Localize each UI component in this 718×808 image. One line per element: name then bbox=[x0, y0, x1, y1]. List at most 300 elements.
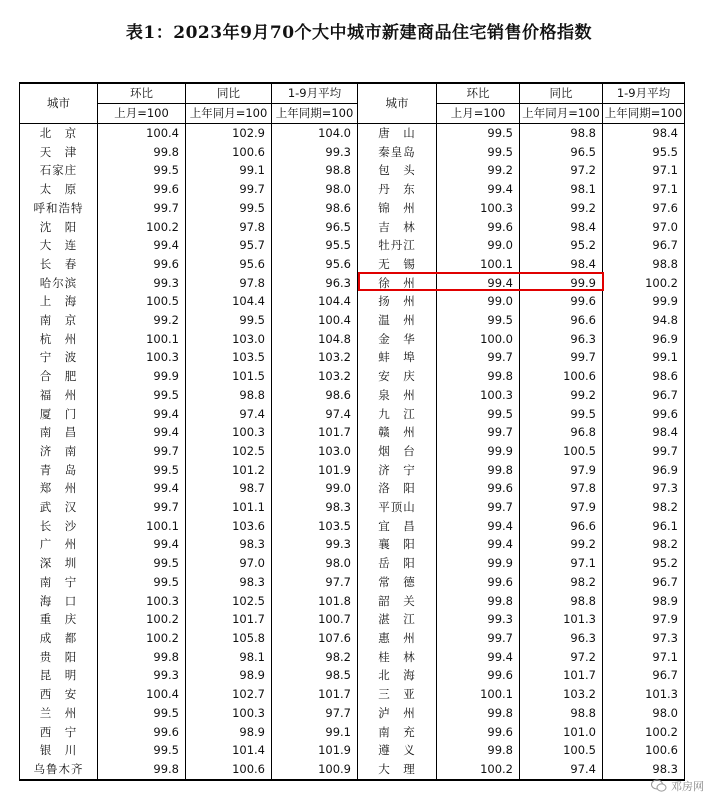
ytd-right-cell: 96.9 bbox=[603, 330, 685, 349]
ytd-left-cell: 99.3 bbox=[272, 535, 358, 554]
ytd-right-cell: 98.2 bbox=[603, 535, 685, 554]
ytd-left-cell: 100.9 bbox=[272, 760, 358, 780]
mom-right-cell: 100.3 bbox=[437, 386, 520, 405]
price-index-table bbox=[19, 82, 685, 781]
watermark-text: 邓房网 bbox=[671, 780, 704, 793]
ytd-left-cell: 100.4 bbox=[272, 311, 358, 330]
table-row bbox=[20, 723, 685, 742]
city-left-cell: 太 原 bbox=[20, 180, 98, 199]
table-row bbox=[20, 535, 685, 554]
table-row bbox=[20, 592, 685, 611]
page-title: 表1：2023年9月70个大中城市新建商品住宅销售价格指数 bbox=[125, 23, 593, 43]
ytd-right-cell: 99.7 bbox=[603, 442, 685, 461]
yoy-right-cell: 97.4 bbox=[520, 760, 603, 780]
yoy-right-cell: 101.0 bbox=[520, 723, 603, 742]
ytd-right-cell: 96.7 bbox=[603, 386, 685, 405]
ytd-left-cell: 101.9 bbox=[272, 461, 358, 480]
mom-right-cell: 99.6 bbox=[437, 479, 520, 498]
table-row bbox=[20, 124, 685, 143]
city-left-cell: 兰 州 bbox=[20, 704, 98, 723]
yoy-left-cell: 98.1 bbox=[186, 648, 272, 667]
table-row bbox=[20, 423, 685, 442]
city-right-cell: 无 锡 bbox=[358, 255, 437, 274]
ytd-right-cell: 97.0 bbox=[603, 218, 685, 237]
yoy-left-cell: 102.9 bbox=[186, 124, 272, 143]
yoy-right-cell: 98.4 bbox=[520, 255, 603, 274]
table-row bbox=[20, 236, 685, 255]
city-left-cell: 合 肥 bbox=[20, 367, 98, 386]
mom-right-cell: 99.0 bbox=[437, 236, 520, 255]
yoy-right-cell: 98.2 bbox=[520, 573, 603, 592]
mom-left-cell: 100.5 bbox=[98, 292, 186, 311]
mom-left-cell: 100.4 bbox=[98, 124, 186, 143]
city-right-cell: 常 德 bbox=[358, 573, 437, 592]
yoy-left-cell: 103.6 bbox=[186, 517, 272, 536]
yoy-right-cell: 101.7 bbox=[520, 666, 603, 685]
city-left-cell: 南 宁 bbox=[20, 573, 98, 592]
ytd-right-cell: 97.6 bbox=[603, 199, 685, 218]
ytd-left-cell: 98.5 bbox=[272, 666, 358, 685]
city-right-cell: 平顶山 bbox=[358, 498, 437, 517]
mom-left-cell: 99.5 bbox=[98, 161, 186, 180]
city-left-cell: 杭 州 bbox=[20, 330, 98, 349]
city-right-cell: 徐 州 bbox=[358, 274, 437, 293]
table-row bbox=[20, 554, 685, 573]
ytd-left-cell: 103.5 bbox=[272, 517, 358, 536]
ytd-left-cell: 101.8 bbox=[272, 592, 358, 611]
mom-right-cell: 99.7 bbox=[437, 498, 520, 517]
yoy-right-cell: 96.3 bbox=[520, 330, 603, 349]
mom-left-cell: 100.3 bbox=[98, 592, 186, 611]
yoy-left-cell: 101.4 bbox=[186, 741, 272, 760]
yoy-left-cell: 99.5 bbox=[186, 311, 272, 330]
ytd-right-cell: 96.7 bbox=[603, 666, 685, 685]
ytd-left-cell: 101.7 bbox=[272, 685, 358, 704]
wechat-icon bbox=[651, 779, 667, 793]
mom-right-cell: 100.1 bbox=[437, 255, 520, 274]
mom-left-cell: 99.2 bbox=[98, 311, 186, 330]
city-left-cell: 昆 明 bbox=[20, 666, 98, 685]
yoy-right-cell: 99.6 bbox=[520, 292, 603, 311]
mom-right-cell: 99.5 bbox=[437, 311, 520, 330]
ytd-right-cell: 98.9 bbox=[603, 592, 685, 611]
city-right-cell: 桂 林 bbox=[358, 648, 437, 667]
mom-right-cell: 99.6 bbox=[437, 573, 520, 592]
city-right-cell: 唐 山 bbox=[358, 124, 437, 143]
mom-left-cell: 99.4 bbox=[98, 236, 186, 255]
city-left-cell: 青 岛 bbox=[20, 461, 98, 480]
yoy-right-cell: 99.5 bbox=[520, 405, 603, 424]
table-row bbox=[20, 461, 685, 480]
yoy-left-cell: 101.7 bbox=[186, 610, 272, 629]
city-right-cell: 安 庆 bbox=[358, 367, 437, 386]
ytd-base-right: 上年同期=100 bbox=[603, 104, 685, 124]
yoy-right-cell: 96.8 bbox=[520, 423, 603, 442]
ytd-right-cell: 97.9 bbox=[603, 610, 685, 629]
header-row-1 bbox=[20, 83, 685, 104]
mom-right-cell: 99.4 bbox=[437, 535, 520, 554]
ytd-right-cell: 96.9 bbox=[603, 461, 685, 480]
mom-left-cell: 99.5 bbox=[98, 573, 186, 592]
ytd-right-cell: 96.7 bbox=[603, 573, 685, 592]
mom-right-cell: 99.0 bbox=[437, 292, 520, 311]
yoy-right-cell: 101.3 bbox=[520, 610, 603, 629]
city-left-cell: 重 庆 bbox=[20, 610, 98, 629]
yoy-right-cell: 98.8 bbox=[520, 124, 603, 143]
mom-right-cell: 99.3 bbox=[437, 610, 520, 629]
table-row bbox=[20, 218, 685, 237]
yoy-right-cell: 97.9 bbox=[520, 461, 603, 480]
mom-left-cell: 99.9 bbox=[98, 367, 186, 386]
ytd-left-cell: 101.9 bbox=[272, 741, 358, 760]
ytd-left-cell: 99.3 bbox=[272, 143, 358, 162]
city-left-cell: 乌鲁木齐 bbox=[20, 760, 98, 780]
ytd-right-cell: 99.9 bbox=[603, 292, 685, 311]
mom-base-left: 上月=100 bbox=[98, 104, 186, 124]
mom-right-cell: 100.2 bbox=[437, 760, 520, 780]
city-left-cell: 武 汉 bbox=[20, 498, 98, 517]
yoy-left-cell: 95.6 bbox=[186, 255, 272, 274]
mom-left-cell: 99.7 bbox=[98, 442, 186, 461]
mom-left-cell: 99.4 bbox=[98, 405, 186, 424]
table-row bbox=[20, 517, 685, 536]
mom-left-cell: 99.5 bbox=[98, 554, 186, 573]
mom-right-cell: 99.7 bbox=[437, 423, 520, 442]
yoy-left-cell: 101.2 bbox=[186, 461, 272, 480]
city-right-cell: 宜 昌 bbox=[358, 517, 437, 536]
yoy-left-cell: 95.7 bbox=[186, 236, 272, 255]
ytd-left-cell: 97.7 bbox=[272, 573, 358, 592]
ytd-right-cell: 98.4 bbox=[603, 423, 685, 442]
mom-left-cell: 99.5 bbox=[98, 386, 186, 405]
city-right-cell: 包 头 bbox=[358, 161, 437, 180]
city-left-cell: 成 都 bbox=[20, 629, 98, 648]
ytd-left-cell: 104.8 bbox=[272, 330, 358, 349]
ytd-left-cell: 98.8 bbox=[272, 161, 358, 180]
ytd-left-cell: 100.7 bbox=[272, 610, 358, 629]
table-row bbox=[20, 311, 685, 330]
city-left-cell: 福 州 bbox=[20, 386, 98, 405]
mom-right-cell: 99.2 bbox=[437, 161, 520, 180]
ytd-right-cell: 96.1 bbox=[603, 517, 685, 536]
mom-left-cell: 100.2 bbox=[98, 629, 186, 648]
yoy-left-cell: 100.3 bbox=[186, 704, 272, 723]
yoy-left-cell: 97.8 bbox=[186, 218, 272, 237]
yoy-left-cell: 98.9 bbox=[186, 666, 272, 685]
table-row bbox=[20, 199, 685, 218]
yoy-left-cell: 102.5 bbox=[186, 442, 272, 461]
mom-right-cell: 100.0 bbox=[437, 330, 520, 349]
mom-left-cell: 99.8 bbox=[98, 648, 186, 667]
mom-left-cell: 99.7 bbox=[98, 199, 186, 218]
mom-header-left: 环比 bbox=[98, 83, 186, 104]
mom-right-cell: 99.8 bbox=[437, 367, 520, 386]
ytd-right-cell: 95.2 bbox=[603, 554, 685, 573]
city-left-cell: 厦 门 bbox=[20, 405, 98, 424]
city-header-right: 城市 bbox=[358, 83, 437, 124]
ytd-left-cell: 98.2 bbox=[272, 648, 358, 667]
city-right-cell: 南 充 bbox=[358, 723, 437, 742]
mom-right-cell: 99.8 bbox=[437, 461, 520, 480]
city-left-cell: 深 圳 bbox=[20, 554, 98, 573]
ytd-left-cell: 104.4 bbox=[272, 292, 358, 311]
yoy-right-cell: 98.4 bbox=[520, 218, 603, 237]
mom-right-cell: 99.8 bbox=[437, 592, 520, 611]
yoy-right-cell: 97.8 bbox=[520, 479, 603, 498]
ytd-right-cell: 100.2 bbox=[603, 274, 685, 293]
mom-left-cell: 99.5 bbox=[98, 741, 186, 760]
yoy-left-cell: 100.3 bbox=[186, 423, 272, 442]
city-left-cell: 呼和浩特 bbox=[20, 199, 98, 218]
city-right-cell: 蚌 埠 bbox=[358, 348, 437, 367]
city-right-cell: 济 宁 bbox=[358, 461, 437, 480]
city-right-cell: 九 江 bbox=[358, 405, 437, 424]
table-row bbox=[20, 442, 685, 461]
yoy-left-cell: 97.4 bbox=[186, 405, 272, 424]
mom-right-cell: 99.5 bbox=[437, 143, 520, 162]
mom-left-cell: 99.7 bbox=[98, 498, 186, 517]
ytd-left-cell: 95.5 bbox=[272, 236, 358, 255]
yoy-left-cell: 99.7 bbox=[186, 180, 272, 199]
ytd-right-cell: 95.5 bbox=[603, 143, 685, 162]
city-right-cell: 锦 州 bbox=[358, 199, 437, 218]
city-header-left: 城市 bbox=[20, 83, 98, 124]
ytd-right-cell: 100.2 bbox=[603, 723, 685, 742]
ytd-left-cell: 101.7 bbox=[272, 423, 358, 442]
yoy-right-cell: 96.3 bbox=[520, 629, 603, 648]
ytd-right-cell: 97.1 bbox=[603, 161, 685, 180]
city-left-cell: 大 连 bbox=[20, 236, 98, 255]
header-row-2 bbox=[20, 104, 685, 124]
ytd-header-left: 1-9月平均 bbox=[272, 83, 358, 104]
yoy-left-cell: 102.7 bbox=[186, 685, 272, 704]
ytd-left-cell: 103.2 bbox=[272, 367, 358, 386]
yoy-right-cell: 99.2 bbox=[520, 386, 603, 405]
table-row bbox=[20, 760, 685, 780]
ytd-base-left: 上年同期=100 bbox=[272, 104, 358, 124]
ytd-right-cell: 98.6 bbox=[603, 367, 685, 386]
city-left-cell: 上 海 bbox=[20, 292, 98, 311]
table-row bbox=[20, 648, 685, 667]
mom-left-cell: 99.3 bbox=[98, 274, 186, 293]
yoy-left-cell: 97.0 bbox=[186, 554, 272, 573]
ytd-left-cell: 96.3 bbox=[272, 274, 358, 293]
yoy-left-cell: 97.8 bbox=[186, 274, 272, 293]
yoy-left-cell: 98.7 bbox=[186, 479, 272, 498]
city-right-cell: 金 华 bbox=[358, 330, 437, 349]
yoy-right-cell: 96.6 bbox=[520, 517, 603, 536]
ytd-left-cell: 96.5 bbox=[272, 218, 358, 237]
yoy-left-cell: 99.5 bbox=[186, 199, 272, 218]
ytd-right-cell: 98.8 bbox=[603, 255, 685, 274]
yoy-right-cell: 99.7 bbox=[520, 348, 603, 367]
yoy-left-cell: 98.3 bbox=[186, 573, 272, 592]
city-right-cell: 泸 州 bbox=[358, 704, 437, 723]
ytd-right-cell: 97.3 bbox=[603, 479, 685, 498]
yoy-base-left: 上年同月=100 bbox=[186, 104, 272, 124]
ytd-left-cell: 98.6 bbox=[272, 386, 358, 405]
mom-left-cell: 99.5 bbox=[98, 704, 186, 723]
table-row bbox=[20, 741, 685, 760]
city-right-cell: 韶 关 bbox=[358, 592, 437, 611]
city-right-cell: 温 州 bbox=[358, 311, 437, 330]
ytd-header-right: 1-9月平均 bbox=[603, 83, 685, 104]
mom-left-cell: 100.2 bbox=[98, 610, 186, 629]
city-right-cell: 丹 东 bbox=[358, 180, 437, 199]
ytd-left-cell: 103.2 bbox=[272, 348, 358, 367]
ytd-right-cell: 98.3 bbox=[603, 760, 685, 780]
ytd-left-cell: 99.1 bbox=[272, 723, 358, 742]
yoy-left-cell: 100.6 bbox=[186, 760, 272, 780]
yoy-left-cell: 100.6 bbox=[186, 143, 272, 162]
table-row bbox=[20, 704, 685, 723]
city-right-cell: 惠 州 bbox=[358, 629, 437, 648]
ytd-right-cell: 98.0 bbox=[603, 704, 685, 723]
mom-header-right: 环比 bbox=[437, 83, 520, 104]
city-left-cell: 长 春 bbox=[20, 255, 98, 274]
yoy-right-cell: 98.8 bbox=[520, 704, 603, 723]
table-row bbox=[20, 348, 685, 367]
table-row bbox=[20, 161, 685, 180]
yoy-left-cell: 103.0 bbox=[186, 330, 272, 349]
table-row bbox=[20, 143, 685, 162]
city-left-cell: 郑 州 bbox=[20, 479, 98, 498]
ytd-left-cell: 98.3 bbox=[272, 498, 358, 517]
mom-left-cell: 100.1 bbox=[98, 330, 186, 349]
city-right-cell: 洛 阳 bbox=[358, 479, 437, 498]
city-left-cell: 北 京 bbox=[20, 124, 98, 143]
city-right-cell: 北 海 bbox=[358, 666, 437, 685]
yoy-left-cell: 98.3 bbox=[186, 535, 272, 554]
city-left-cell: 石家庄 bbox=[20, 161, 98, 180]
city-right-cell: 赣 州 bbox=[358, 423, 437, 442]
mom-right-cell: 100.3 bbox=[437, 199, 520, 218]
table-row bbox=[20, 666, 685, 685]
mom-left-cell: 99.8 bbox=[98, 143, 186, 162]
ytd-left-cell: 99.0 bbox=[272, 479, 358, 498]
mom-right-cell: 99.5 bbox=[437, 405, 520, 424]
yoy-right-cell: 97.1 bbox=[520, 554, 603, 573]
table-row bbox=[20, 386, 685, 405]
table-row bbox=[20, 292, 685, 311]
city-left-cell: 南 京 bbox=[20, 311, 98, 330]
ytd-right-cell: 97.1 bbox=[603, 180, 685, 199]
ytd-left-cell: 98.6 bbox=[272, 199, 358, 218]
city-left-cell: 南 昌 bbox=[20, 423, 98, 442]
yoy-right-cell: 99.2 bbox=[520, 535, 603, 554]
mom-right-cell: 99.6 bbox=[437, 218, 520, 237]
yoy-right-cell: 98.1 bbox=[520, 180, 603, 199]
ytd-right-cell: 98.4 bbox=[603, 124, 685, 143]
city-left-cell: 天 津 bbox=[20, 143, 98, 162]
city-right-cell: 秦皇岛 bbox=[358, 143, 437, 162]
watermark bbox=[651, 778, 704, 794]
ytd-left-cell: 95.6 bbox=[272, 255, 358, 274]
city-left-cell: 长 沙 bbox=[20, 517, 98, 536]
mom-right-cell: 100.1 bbox=[437, 685, 520, 704]
mom-left-cell: 99.5 bbox=[98, 461, 186, 480]
table-row bbox=[20, 685, 685, 704]
ytd-right-cell: 101.3 bbox=[603, 685, 685, 704]
mom-left-cell: 99.3 bbox=[98, 666, 186, 685]
city-right-cell: 泉 州 bbox=[358, 386, 437, 405]
table-row bbox=[20, 498, 685, 517]
city-right-cell: 湛 江 bbox=[358, 610, 437, 629]
mom-left-cell: 99.8 bbox=[98, 760, 186, 780]
table-row bbox=[20, 367, 685, 386]
city-right-cell: 遵 义 bbox=[358, 741, 437, 760]
yoy-right-cell: 97.2 bbox=[520, 161, 603, 180]
mom-base-right: 上月=100 bbox=[437, 104, 520, 124]
mom-right-cell: 99.4 bbox=[437, 648, 520, 667]
city-right-cell: 吉 林 bbox=[358, 218, 437, 237]
mom-right-cell: 99.7 bbox=[437, 629, 520, 648]
ytd-left-cell: 97.7 bbox=[272, 704, 358, 723]
yoy-base-right: 上年同月=100 bbox=[520, 104, 603, 124]
city-right-cell: 襄 阳 bbox=[358, 535, 437, 554]
yoy-right-cell: 96.6 bbox=[520, 311, 603, 330]
ytd-right-cell: 99.6 bbox=[603, 405, 685, 424]
yoy-header-right: 同比 bbox=[520, 83, 603, 104]
mom-left-cell: 100.1 bbox=[98, 517, 186, 536]
city-left-cell: 贵 阳 bbox=[20, 648, 98, 667]
mom-right-cell: 99.4 bbox=[437, 180, 520, 199]
yoy-left-cell: 104.4 bbox=[186, 292, 272, 311]
yoy-left-cell: 101.1 bbox=[186, 498, 272, 517]
mom-right-cell: 99.4 bbox=[437, 517, 520, 536]
mom-right-cell: 99.5 bbox=[437, 124, 520, 143]
city-right-cell: 牡丹江 bbox=[358, 236, 437, 255]
mom-left-cell: 99.4 bbox=[98, 479, 186, 498]
mom-left-cell: 99.6 bbox=[98, 255, 186, 274]
yoy-right-cell: 100.6 bbox=[520, 367, 603, 386]
city-left-cell: 广 州 bbox=[20, 535, 98, 554]
table-row bbox=[20, 629, 685, 648]
mom-right-cell: 99.4 bbox=[437, 274, 520, 293]
mom-right-cell: 99.6 bbox=[437, 723, 520, 742]
mom-right-cell: 99.8 bbox=[437, 704, 520, 723]
city-left-cell: 西 宁 bbox=[20, 723, 98, 742]
city-right-cell: 扬 州 bbox=[358, 292, 437, 311]
yoy-right-cell: 100.5 bbox=[520, 741, 603, 760]
yoy-right-cell: 96.5 bbox=[520, 143, 603, 162]
ytd-right-cell: 98.2 bbox=[603, 498, 685, 517]
mom-left-cell: 100.3 bbox=[98, 348, 186, 367]
city-right-cell: 烟 台 bbox=[358, 442, 437, 461]
yoy-right-cell: 95.2 bbox=[520, 236, 603, 255]
table-row bbox=[20, 573, 685, 592]
city-right-cell: 大 理 bbox=[358, 760, 437, 780]
yoy-right-cell: 97.2 bbox=[520, 648, 603, 667]
yoy-right-cell: 97.9 bbox=[520, 498, 603, 517]
table-row bbox=[20, 330, 685, 349]
mom-left-cell: 99.4 bbox=[98, 535, 186, 554]
mom-left-cell: 99.6 bbox=[98, 723, 186, 742]
table-row bbox=[20, 255, 685, 274]
ytd-left-cell: 103.0 bbox=[272, 442, 358, 461]
yoy-left-cell: 98.9 bbox=[186, 723, 272, 742]
city-right-cell: 三 亚 bbox=[358, 685, 437, 704]
ytd-right-cell: 97.1 bbox=[603, 648, 685, 667]
mom-right-cell: 99.9 bbox=[437, 442, 520, 461]
yoy-right-cell: 99.9 bbox=[520, 274, 603, 293]
ytd-right-cell: 97.3 bbox=[603, 629, 685, 648]
ytd-left-cell: 98.0 bbox=[272, 180, 358, 199]
mom-left-cell: 100.2 bbox=[98, 218, 186, 237]
mom-right-cell: 99.8 bbox=[437, 741, 520, 760]
yoy-left-cell: 99.1 bbox=[186, 161, 272, 180]
table-row bbox=[20, 180, 685, 199]
